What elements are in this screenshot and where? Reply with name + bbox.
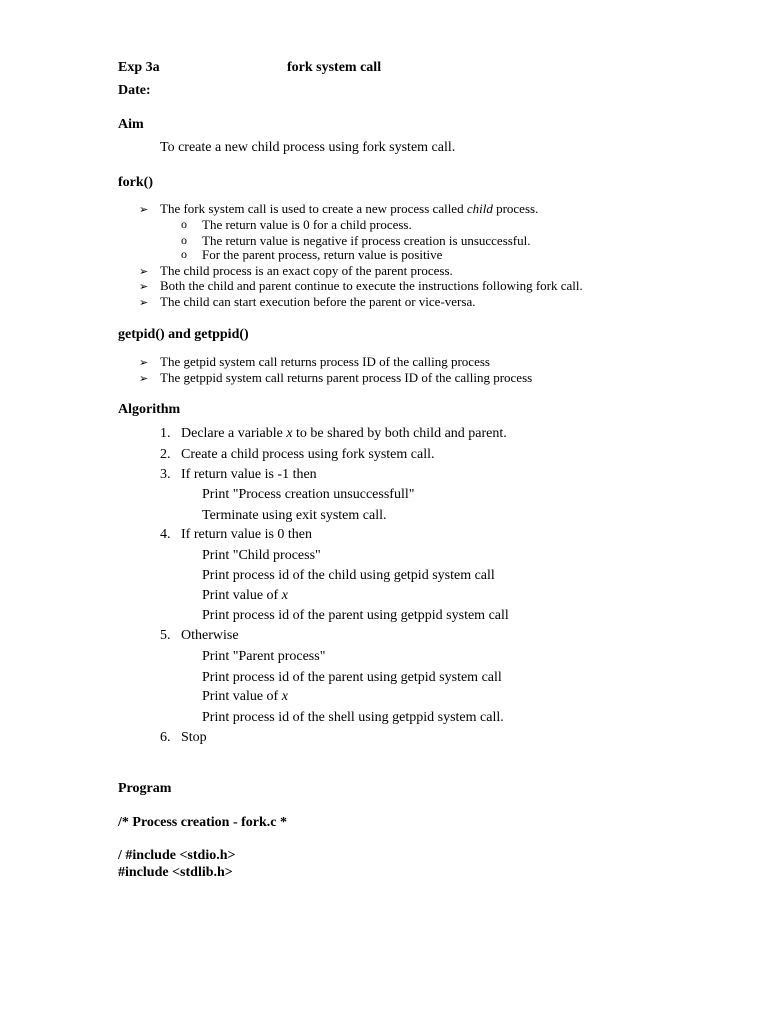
step-number: 1.	[160, 426, 171, 441]
step-number: 4.	[160, 527, 171, 542]
fork-sub-3: For the parent process, return value is positive	[202, 247, 443, 262]
aim-heading: Aim	[118, 117, 144, 132]
algorithm-step-3: If return value is -1 then	[181, 467, 317, 482]
arrow-bullet-icon: ➢	[139, 281, 149, 293]
algorithm-step-6: Stop	[181, 730, 207, 745]
algorithm-step-5d: Print process id of the shell using getppid system call.	[202, 710, 504, 725]
algorithm-step-4d: Print process id of the parent using getppid system call	[202, 608, 509, 623]
algorithm-step-3a: Print "Process creation unsuccessfull"	[202, 487, 415, 502]
arrow-bullet-icon: ➢	[139, 357, 149, 369]
step-number: 3.	[160, 467, 171, 482]
program-heading: Program	[118, 781, 172, 796]
algorithm-step-5a: Print "Parent process"	[202, 649, 326, 664]
program-include-2: #include <stdlib.h>	[118, 865, 233, 880]
getpid-heading: getpid() and getppid()	[118, 327, 249, 342]
fork-bullet-3: Both the child and parent continue to execute the instructions following fork call.	[160, 278, 583, 293]
algorithm-step-1: Declare a variable x to be shared by both child and parent.	[181, 426, 507, 441]
exp-number: Exp 3a	[118, 60, 160, 75]
page-title: fork system call	[287, 60, 382, 75]
fork-sub-2: The return value is negative if process creation is unsuccessful.	[202, 233, 531, 248]
circle-bullet-icon: o	[181, 247, 187, 261]
program-include-1: / #include <stdio.h>	[118, 848, 236, 863]
algorithm-step-4: If return value is 0 then	[181, 527, 313, 542]
arrow-bullet-icon: ➢	[139, 266, 149, 278]
algorithm-step-2: Create a child process using fork system call.	[181, 447, 435, 462]
fork-heading: fork()	[118, 175, 153, 190]
arrow-bullet-icon: ➢	[139, 373, 149, 385]
arrow-bullet-icon: ➢	[139, 297, 149, 309]
aim-text: To create a new child process using fork system call.	[160, 140, 456, 155]
algorithm-step-5: Otherwise	[181, 628, 239, 643]
fork-bullet-2: The child process is an exact copy of the parent process.	[160, 263, 453, 278]
circle-bullet-icon: o	[181, 233, 187, 247]
algorithm-step-4a: Print "Child process"	[202, 548, 321, 563]
date-label: Date:	[118, 83, 151, 98]
algorithm-step-5c: Print value of x	[202, 689, 288, 704]
getpid-bullet-1: The getpid system call returns process ID of the calling process	[160, 354, 490, 369]
algorithm-step-5b: Print process id of the parent using getpid system call	[202, 670, 502, 685]
step-number: 2.	[160, 447, 171, 462]
step-number: 5.	[160, 628, 171, 643]
arrow-bullet-icon: ➢	[139, 204, 149, 216]
algorithm-step-4c: Print value of x	[202, 588, 288, 603]
algorithm-step-4b: Print process id of the child using getpid system call	[202, 568, 495, 583]
step-number: 6.	[160, 730, 171, 745]
algorithm-step-3b: Terminate using exit system call.	[202, 508, 387, 523]
fork-bullet-4: The child can start execution before the parent or vice-versa.	[160, 294, 476, 309]
algorithm-heading: Algorithm	[118, 402, 181, 417]
circle-bullet-icon: o	[181, 217, 187, 231]
fork-bullet-1: The fork system call is used to create a new process called child process.	[160, 201, 539, 216]
fork-sub-1: The return value is 0 for a child process.	[202, 217, 412, 232]
program-comment: /* Process creation - fork.c *	[118, 815, 287, 830]
getpid-bullet-2: The getppid system call returns parent process ID of the calling process	[160, 370, 533, 385]
